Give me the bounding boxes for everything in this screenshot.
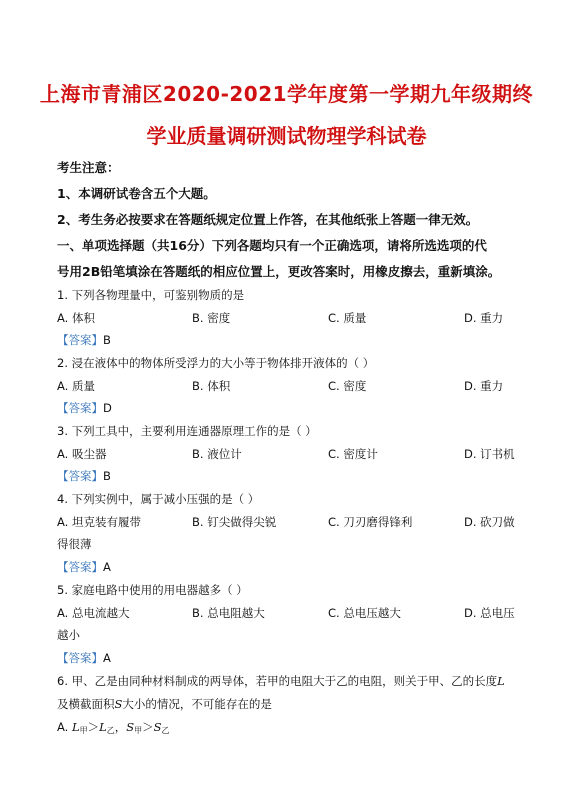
question-4-option-d-wrap: 得很薄 [57, 537, 92, 551]
question-6-stem-text: 6. 甲、乙是由同种材料制成的两导体，若甲的电阻大于乙的电阻，则关于甲、乙的长度 [57, 674, 498, 688]
question-2-option-b: B. 体积 [192, 379, 231, 393]
question-3-option-b: B. 液位计 [192, 447, 242, 461]
question-5-option-c: C. 总电压越大 [328, 606, 401, 620]
notice-item-1: 1、本调研试卷含五个大题。 [57, 186, 216, 201]
answer-tag: 【答案】 [57, 333, 103, 347]
exam-title-line1: 上海市青浦区2020-2021学年度第一学期九年级期终 [39, 82, 534, 106]
option-prefix: A. [57, 720, 72, 734]
question-4-option-a: A. 坦克装有履带 [57, 515, 141, 529]
subscript-yi: 乙 [161, 726, 170, 735]
question-3-answer [57, 468, 111, 484]
question-4-stem: 4. 下列实例中，属于减小压强的是（ ） [57, 492, 260, 506]
answer-tag: 【答案】 [57, 560, 103, 574]
question-1-stem: 1. 下列各物理量中，可鉴别物质的是 [57, 288, 245, 302]
area-symbol: S [153, 720, 162, 734]
question-1-option-a: A. 体积 [57, 311, 95, 325]
question-2-option-a: A. 质量 [57, 379, 95, 393]
greater-than: ＞ [142, 720, 154, 734]
subscript-yi: 乙 [106, 726, 115, 735]
answer-value: D [103, 401, 112, 415]
question-1-option-b: B. 密度 [192, 311, 231, 325]
question-4-option-c: C. 刀刃磨得锋利 [328, 515, 413, 529]
length-symbol: L [497, 674, 505, 688]
area-symbol: S [114, 697, 123, 711]
question-5-option-a: A. 总电流越大 [57, 606, 130, 620]
question-1-option-d: D. 重力 [464, 311, 504, 325]
answer-tag: 【答案】 [57, 401, 103, 415]
question-2-stem: 2. 浸在液体中的物体所受浮力的大小等于物体排开液体的（ ） [57, 356, 375, 370]
question-5-option-b: B. 总电阻越大 [192, 606, 265, 620]
notice-heading: 考生注意： [57, 160, 120, 175]
length-symbol: L [99, 720, 107, 734]
question-6-stem2-pre: 及横截面积 [57, 697, 115, 711]
area-symbol: S [126, 720, 135, 734]
exam-title-line2: 学业质量调研测试物理学科试卷 [146, 124, 427, 148]
question-6-stem [57, 673, 505, 689]
question-6-option-a [57, 719, 170, 736]
notice-item-2: 2、考生务必按要求在答题纸规定位置上作答，在其他纸张上答题一律无效。 [57, 212, 479, 227]
question-5-answer [57, 650, 111, 666]
answer-value: A [103, 651, 111, 665]
question-4-option-d: D. 砍刀做 [464, 515, 515, 529]
answer-value: B [103, 333, 111, 347]
question-6-stem2-post: 大小的情况，不可能存在的是 [122, 697, 272, 711]
length-symbol: L [71, 720, 80, 734]
question-1-answer [57, 332, 111, 348]
question-3-stem: 3. 下列工具中，主要利用连通器原理工作的是（ ） [57, 424, 317, 438]
question-2-option-c: C. 密度 [328, 379, 367, 393]
section-instruction-line1: 一、单项选择题（共16分）下列各题均只有一个正确选项，请将所选选项的代 [57, 238, 487, 253]
question-3-option-a: A. 吸尘器 [57, 447, 107, 461]
subscript-jia: 甲 [134, 726, 143, 735]
subscript-jia: 甲 [79, 726, 88, 735]
answer-tag: 【答案】 [57, 469, 103, 483]
question-4-option-b: B. 钉尖做得尖锐 [192, 515, 277, 529]
question-6-stem-line2 [57, 696, 272, 712]
question-1-option-c: C. 质量 [328, 311, 367, 325]
question-5-stem: 5. 家庭电路中使用的用电器越多（ ） [57, 583, 248, 597]
section-instruction-line2: 号用2B铅笔填涂在答题纸的相应位置上，更改答案时，用橡皮擦去，重新填涂。 [57, 264, 501, 279]
question-2-answer [57, 400, 112, 416]
greater-than: ＞ [87, 720, 100, 734]
answer-value: B [103, 469, 111, 483]
question-4-answer [57, 559, 111, 575]
question-3-option-c: C. 密度计 [328, 447, 378, 461]
answer-tag: 【答案】 [57, 651, 103, 665]
question-5-option-d-wrap: 越小 [57, 628, 80, 642]
answer-value: A [103, 560, 111, 574]
separator: ， [114, 720, 127, 734]
question-5-option-d: D. 总电压 [464, 606, 515, 620]
question-2-option-d: D. 重力 [464, 379, 504, 393]
question-3-option-d: D. 订书机 [464, 447, 515, 461]
